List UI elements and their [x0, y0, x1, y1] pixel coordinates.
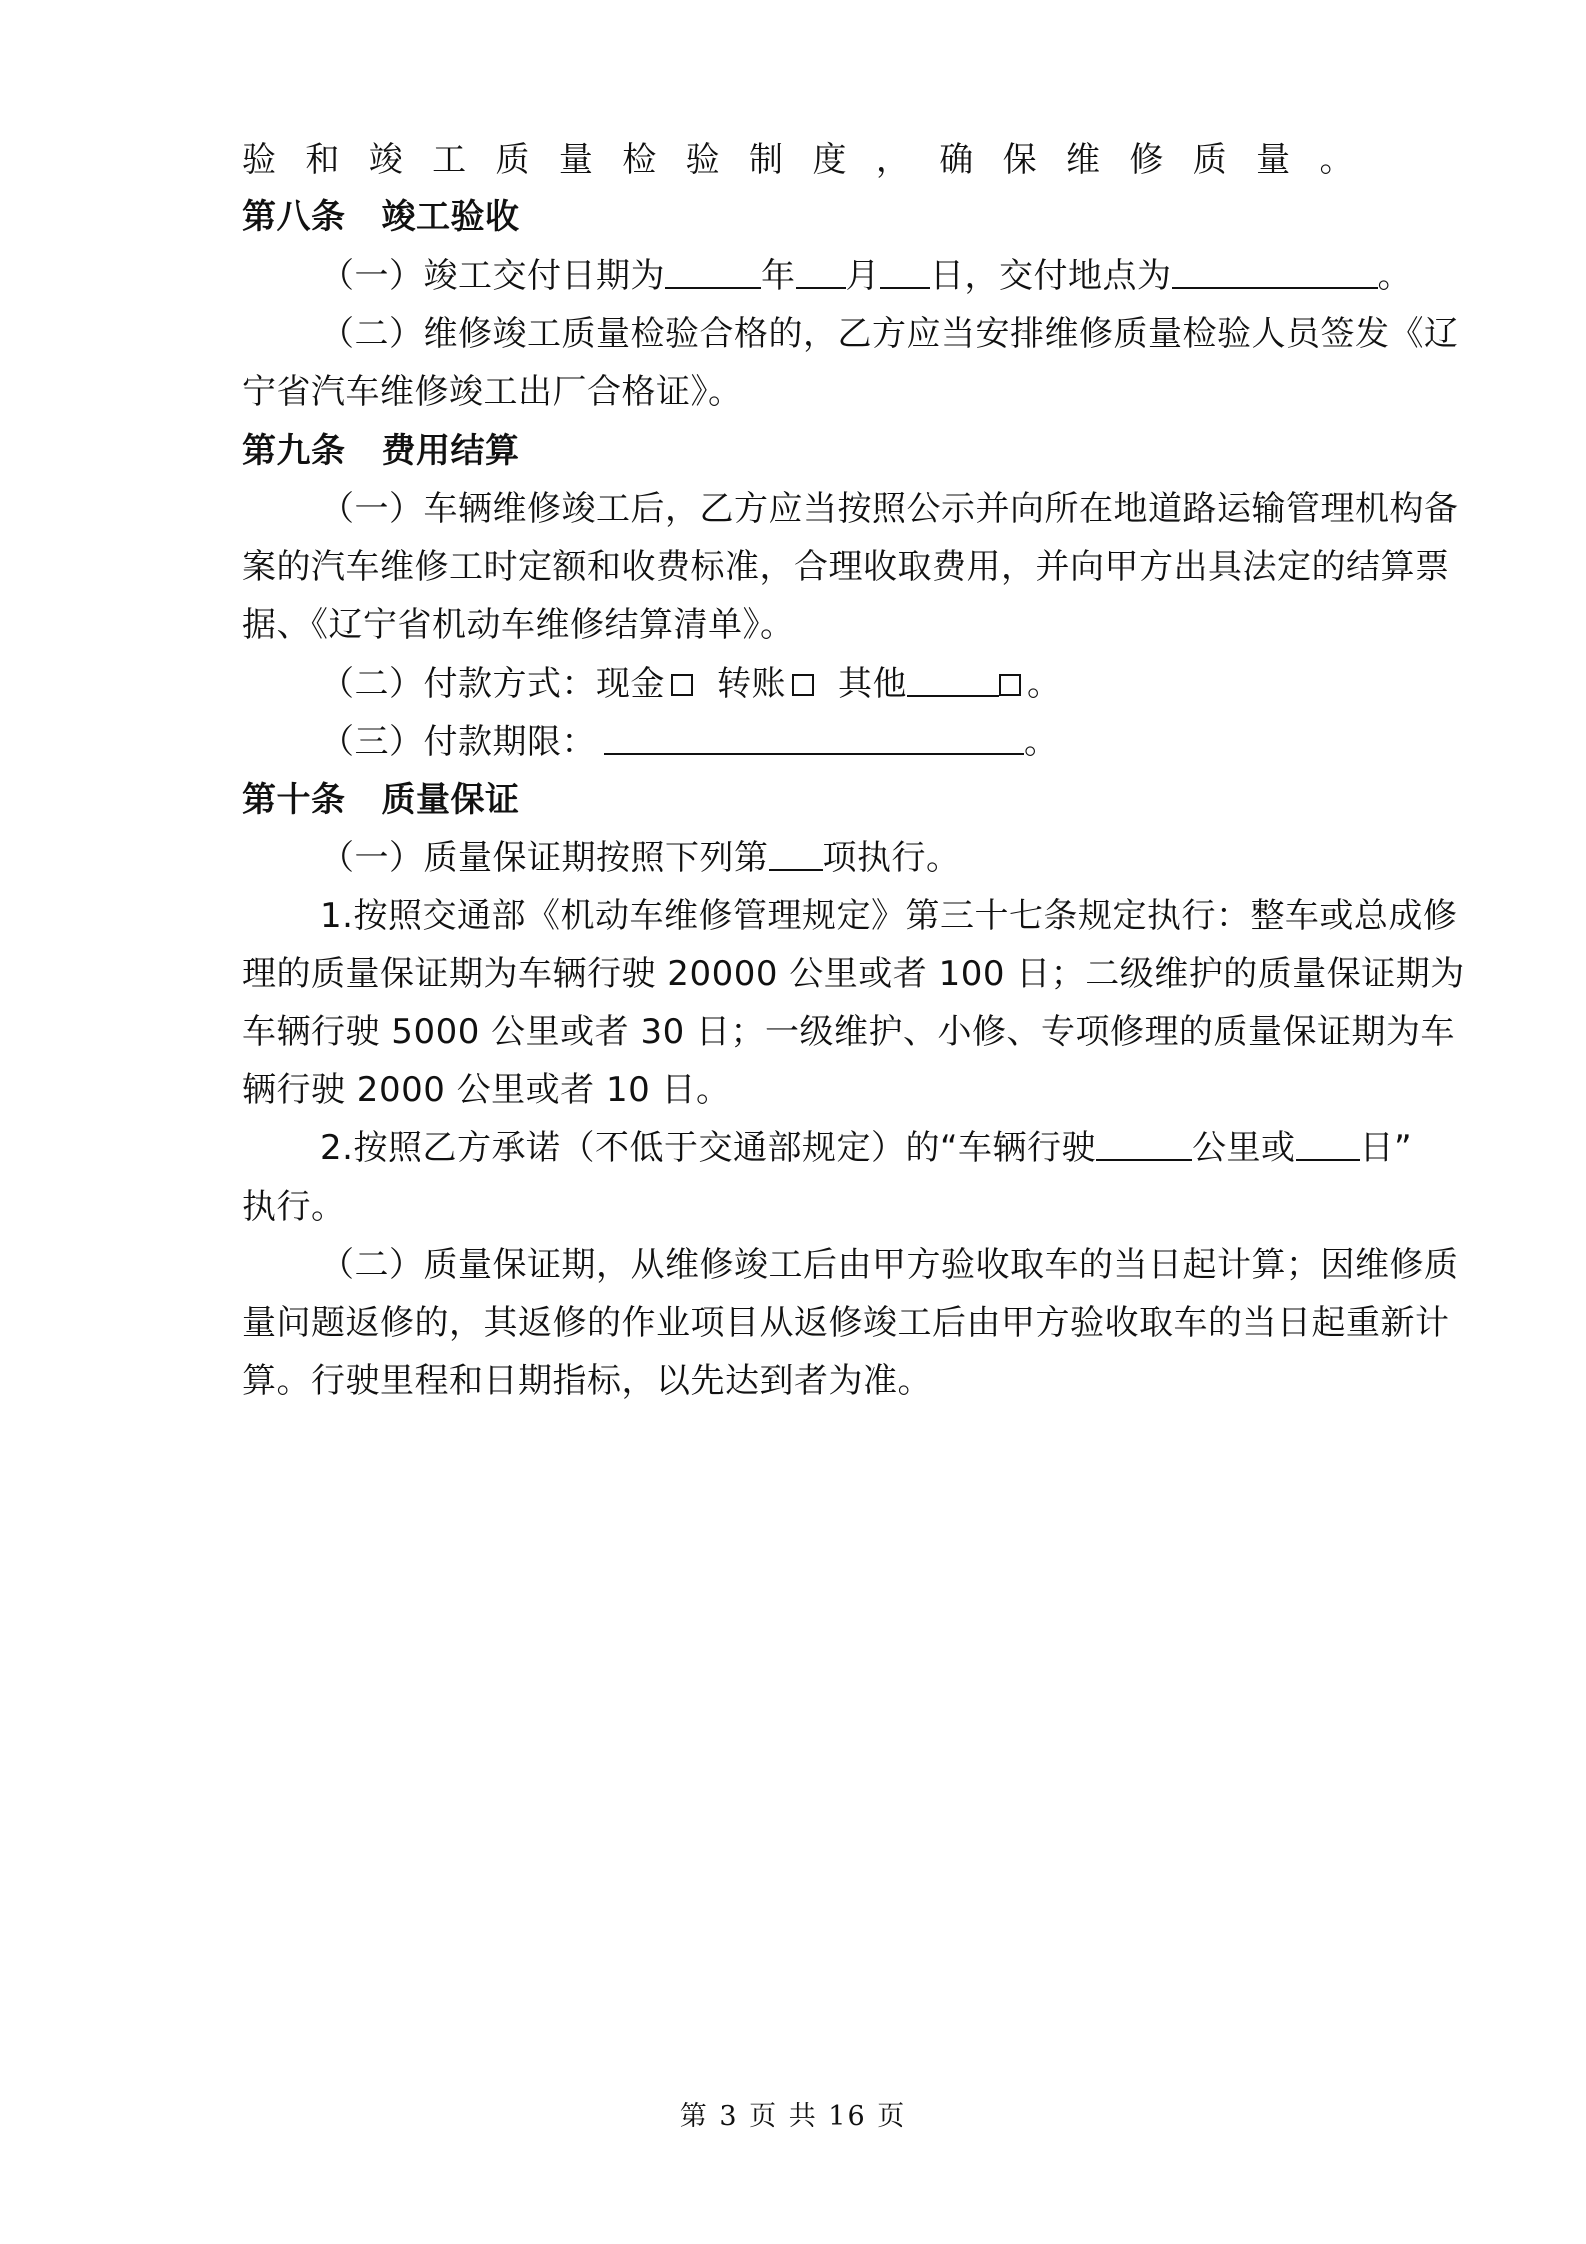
sentence-end: 。 — [1377, 256, 1412, 296]
warranty-option-2-line — [320, 1128, 1412, 1168]
article-number: 第十条 — [242, 780, 346, 820]
sentence-end: 。 — [1027, 664, 1062, 704]
year-label: 年 — [761, 256, 796, 296]
days-label: 日” — [1359, 1128, 1413, 1168]
paragraph-line: 车辆行驶 5000 公里或者 30 日；一级维护、小修、专项修理的质量保证期为车 — [242, 1012, 1456, 1052]
payment-term-line — [320, 722, 1059, 762]
location-blank[interactable] — [1172, 257, 1378, 289]
article-10-heading — [242, 780, 520, 820]
km-blank[interactable] — [1096, 1129, 1192, 1161]
paragraph-line: 量问题返修的，其返修的作业项目从返修竣工后由甲方验收取车的当日起重新计 — [242, 1303, 1450, 1343]
article-title: 竣工验收 — [381, 197, 520, 237]
other-blank[interactable] — [907, 665, 999, 697]
paragraph-line: 宁省汽车维修竣工出厂合格证》。 — [242, 372, 743, 412]
warranty-choice-suffix: 项执行。 — [822, 838, 961, 878]
transfer-checkbox[interactable] — [792, 674, 814, 696]
delivery-location-label: 日，交付地点为 — [930, 256, 1172, 296]
cash-label: 现金 — [596, 664, 665, 704]
paragraph-line: 验和竣工质量检验制度，确保维修质量。 — [242, 140, 1354, 180]
paragraph-line: 算。行驶里程和日期指标，以先达到者为准。 — [242, 1361, 932, 1401]
article-8-heading — [242, 197, 520, 237]
paragraph-line: 案的汽车维修工时定额和收费标准，合理收取费用，并向甲方出具法定的结算票 — [242, 547, 1450, 587]
payment-term-blank[interactable] — [604, 723, 1024, 755]
paragraph-line: （一）车辆维修竣工后，乙方应当按照公示并向所在地道路运输管理机构备 — [320, 489, 1459, 529]
article-title: 费用结算 — [381, 431, 520, 471]
km-label: 公里或 — [1192, 1128, 1296, 1168]
paragraph-line: 据、《辽宁省机动车维修结算清单》。 — [242, 605, 795, 645]
day-blank[interactable] — [880, 257, 930, 289]
warranty-item-blank[interactable] — [769, 839, 823, 871]
warranty-option-2-label: 2.按照乙方承诺（不低于交通部规定）的“车辆行驶 — [320, 1128, 1097, 1168]
other-label: 其他 — [838, 664, 907, 704]
delivery-date-label: （一）竣工交付日期为 — [320, 256, 665, 296]
warranty-choice-line — [320, 838, 961, 878]
paragraph-line: 执行。 — [242, 1187, 346, 1227]
warranty-choice-label: （一）质量保证期按照下列第 — [320, 838, 769, 878]
payment-method-line — [320, 664, 1062, 704]
month-label: 月 — [845, 256, 880, 296]
cash-checkbox[interactable] — [671, 674, 693, 696]
paragraph-line: 辆行驶 2000 公里或者 10 日。 — [242, 1070, 731, 1110]
paragraph-line: 理的质量保证期为车辆行驶 20000 公里或者 100 日；二级维护的质量保证期为 — [242, 954, 1465, 994]
paragraph-line: （二）质量保证期，从维修竣工后由甲方验收取车的当日起计算；因维修质 — [320, 1245, 1459, 1285]
paragraph-line: 1.按照交通部《机动车维修管理规定》第三十七条规定执行：整车或总成修 — [320, 896, 1458, 936]
article-title: 质量保证 — [381, 780, 520, 820]
payment-term-label: （三）付款期限： — [320, 722, 596, 762]
payment-method-label: （二）付款方式： — [320, 664, 596, 704]
paragraph-line: （二）维修竣工质量检验合格的，乙方应当安排维修质量检验人员签发《辽 — [320, 314, 1459, 354]
other-checkbox[interactable] — [999, 674, 1021, 696]
delivery-date-line — [320, 256, 1412, 296]
article-number: 第八条 — [242, 197, 346, 237]
article-9-heading — [242, 431, 520, 471]
article-number: 第九条 — [242, 431, 346, 471]
month-blank[interactable] — [796, 257, 846, 289]
page-number-footer: 第 3 页 共 16 页 — [679, 2101, 907, 2132]
days-blank[interactable] — [1296, 1129, 1360, 1161]
sentence-end: 。 — [1024, 722, 1059, 762]
transfer-label: 转账 — [717, 664, 786, 704]
year-blank[interactable] — [665, 257, 761, 289]
